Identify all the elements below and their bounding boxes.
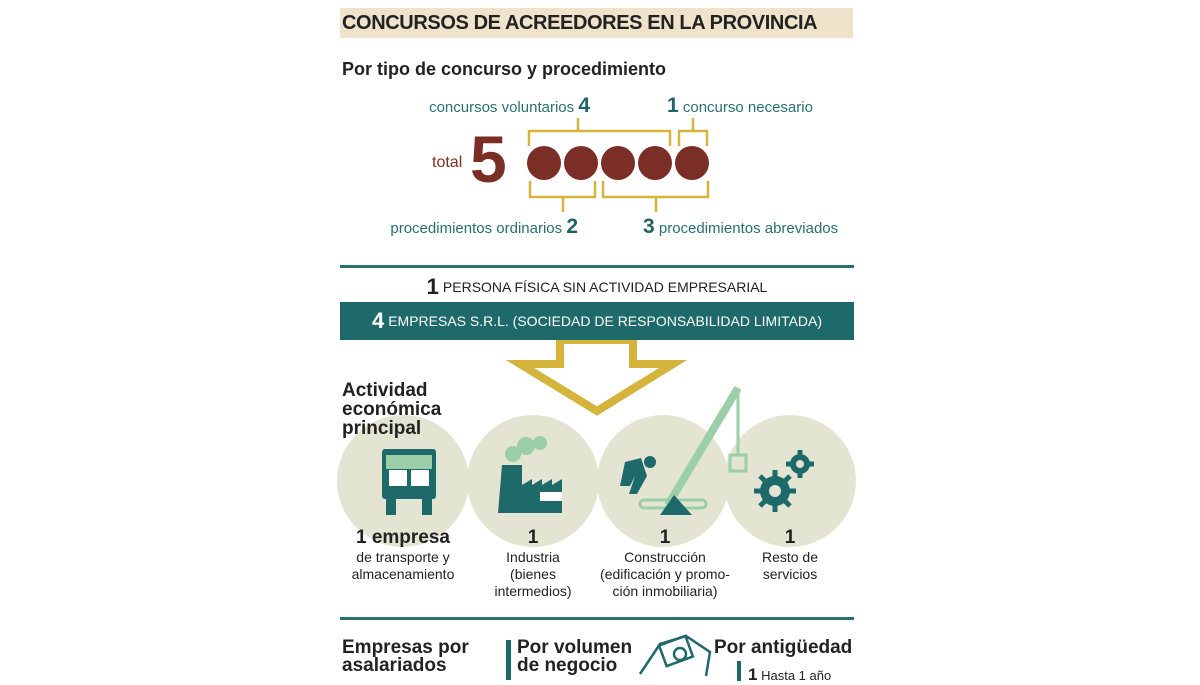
divider — [340, 617, 854, 620]
accent-bar — [737, 661, 741, 681]
persona-fisica-row: 1 PERSONA FÍSICA SIN ACTIVIDAD EMPRESARIAL — [426, 274, 768, 299]
construction-icon — [620, 388, 746, 515]
activity-caption-transporte: 1 empresa de transporte y almacenamiento — [351, 527, 455, 582]
asalariados-heading: Empresas por asalariados — [342, 637, 469, 676]
volumen-heading: Por volumen de negocio — [517, 637, 633, 676]
gears-icon — [754, 450, 814, 512]
ordinarios-label: procedimientos ordinarios 2 — [390, 215, 578, 238]
section-subtitle: Por tipo de concurso y procedimiento — [342, 59, 667, 79]
antiguedad-first-row: 1 Hasta 1 año — [748, 665, 832, 684]
necesario-label: 1 concurso necesario — [667, 94, 813, 117]
antiguedad-heading: Por antigüedad — [714, 637, 853, 658]
abreviados-label: 3 procedimientos abreviados — [643, 215, 839, 238]
total-value: 5 — [470, 122, 507, 196]
factory-icon — [498, 436, 562, 513]
activity-caption-servicios: 1 Resto de servicios — [761, 527, 819, 582]
accent-bar — [506, 640, 511, 680]
voluntarios-label: concursos voluntarios 4 — [429, 94, 590, 117]
truck-icon — [382, 449, 436, 515]
activity-caption-construccion: 1 Construcción (edificación y promo- ción inmobiliaria) — [600, 527, 730, 599]
activity-heading: Actividad económica principal — [342, 380, 442, 439]
page-title: CONCURSOS DE ACREEDORES EN LA PROVINCIA — [342, 12, 818, 34]
total-label: total — [432, 154, 463, 171]
money-icon — [636, 632, 716, 677]
empresas-band: 4 EMPRESAS S.R.L. (SOCIEDAD DE RESPONSABILIDAD LIMITADA) — [340, 302, 854, 340]
activity-caption-industria: 1 Industria (bienes intermedios) — [494, 527, 572, 599]
